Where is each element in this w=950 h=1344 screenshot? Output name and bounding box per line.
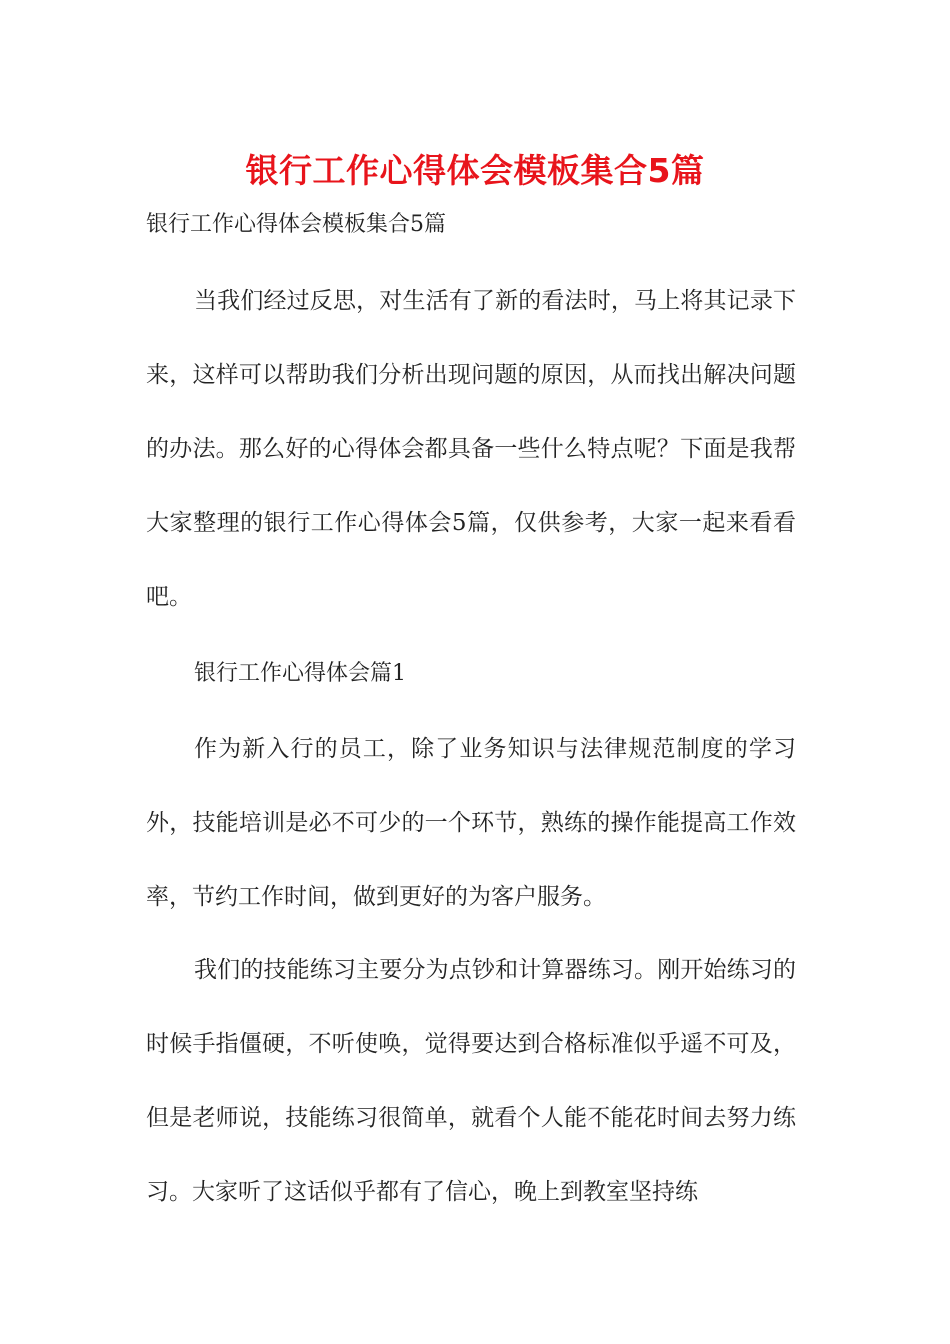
section-heading: 银行工作心得体会篇1 <box>194 661 406 686</box>
intro-paragraph: 当我们经过反思，对生活有了新的看法时，马上将其记录下来，这样可以帮助我们分析出现问题的原因，从而找出解决问题的办法。那么好的心得体会都具备一些什么特点呢？下面是我帮大家整理的银行工作心得体会5篇，仅供参考，大家一起来看看吧。 <box>146 288 796 610</box>
body-paragraph-1: 作为新入行的员工，除了业务知识与法律规范制度的学习外，技能培训是必不可少的一个环节，熟练的操作能提高工作效率，节约工作时间，做到更好的为客户服务。 <box>146 736 796 910</box>
document-subtitle: 银行工作心得体会模板集合5篇 <box>146 212 446 237</box>
document-title: 银行工作心得体会模板集合5篇 <box>245 151 705 190</box>
body-paragraph-2: 我们的技能练习主要分为点钞和计算器练习。刚开始练习的时候手指僵硬，不听使唤，觉得要达到合格标准似乎遥不可及，但是老师说，技能练习很简单，就看个人能不能花时间去努力练习。大家听了这话似乎都有了信心，晚上到教室坚持练 <box>146 957 796 1205</box>
